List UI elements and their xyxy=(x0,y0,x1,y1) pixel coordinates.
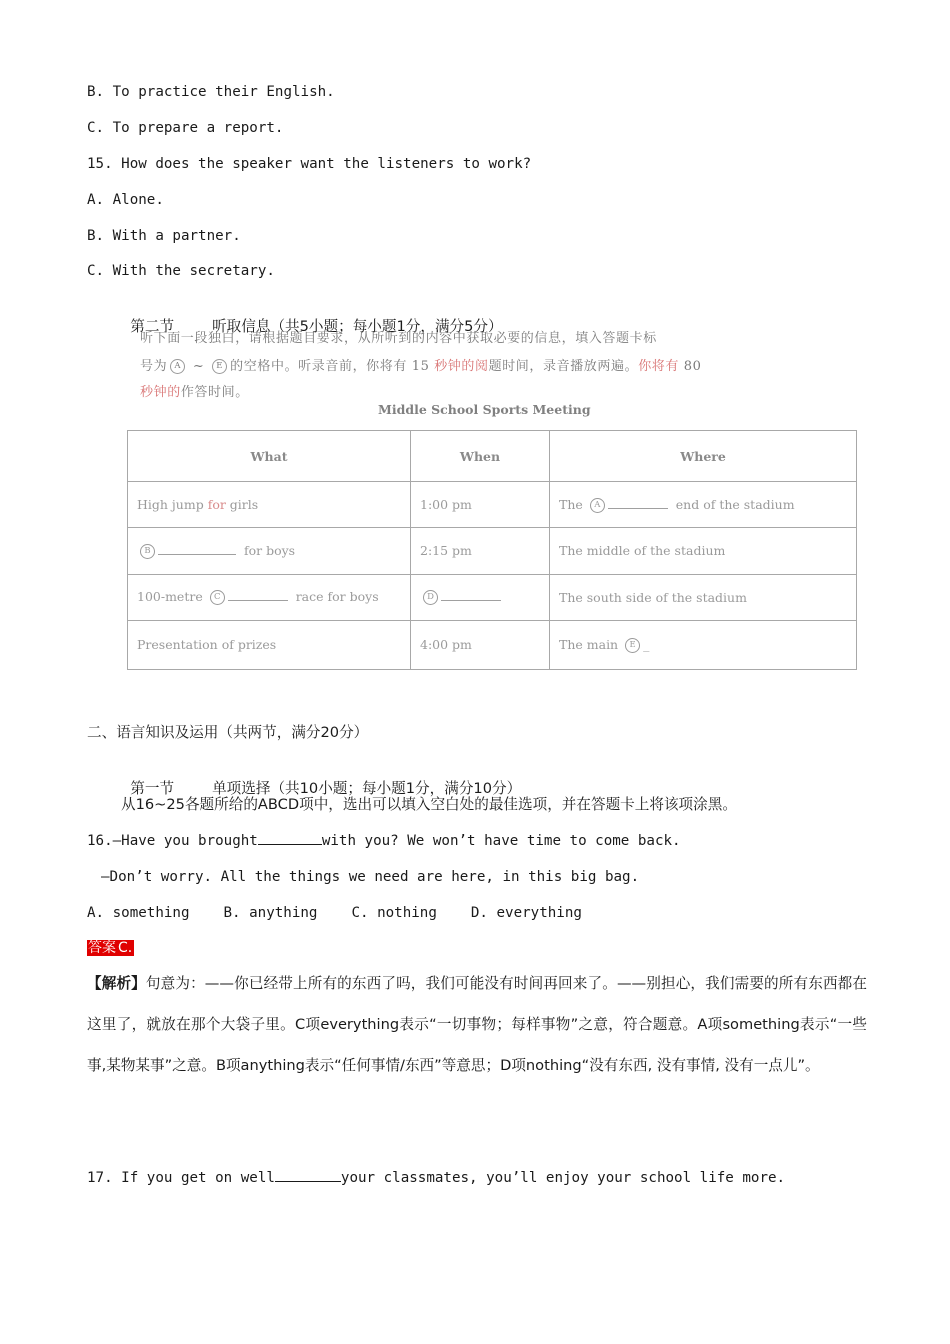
table-title: Middle School Sports Meeting xyxy=(378,402,591,417)
q16-option-c: C. nothing xyxy=(351,905,437,921)
answer-blank xyxy=(158,544,236,555)
q14-option-b: B. To practice their English. xyxy=(87,84,335,100)
q15-stem: 15. How does the speaker want the listeners to work? xyxy=(87,156,532,172)
cell-where: The A end of the stadium xyxy=(550,482,857,528)
answer-blank xyxy=(228,590,288,601)
table-row xyxy=(128,482,857,528)
answer-blank xyxy=(275,1168,341,1182)
q16-option-d: D. everything xyxy=(470,905,582,921)
header-where: Where xyxy=(550,431,857,482)
part2-heading: 二、语言知识及运用（共两节，满分20分） xyxy=(87,724,369,741)
circled-letter-b: B xyxy=(140,544,155,559)
analysis-label: 【解析】 xyxy=(87,975,146,992)
circled-letter-e: E xyxy=(625,638,640,653)
header-when: When xyxy=(411,431,550,482)
q15-option-b: B. With a partner. xyxy=(87,228,241,244)
table-row xyxy=(128,620,857,669)
q15-option-c: C. With the secretary. xyxy=(87,263,275,279)
circled-letter-c: C xyxy=(210,590,225,605)
cell-when: 2:15 pm xyxy=(411,528,550,574)
q16-reply: —Don’t worry. All the things we need are here, in this big bag. xyxy=(101,869,640,885)
q16-option-a: A. something xyxy=(87,905,190,921)
table-header-row xyxy=(128,431,857,482)
cell-where: The middle of the stadium xyxy=(550,528,857,574)
answer-label: 答案 xyxy=(88,940,116,956)
section1-title: 单项选择（共10小题；每小题1分，满分10分） xyxy=(212,780,522,797)
cell-what: High jump for girls xyxy=(128,482,411,528)
scan-instruction-line-2: 号为 A ~ E 的空格中。听录音前，你将有 15 秒钟的阅题时间，录音播放两遍。你将有 80 xyxy=(140,359,702,374)
cell-when: 1:00 pm xyxy=(411,482,550,528)
answer-blank xyxy=(441,590,501,601)
answer-blank xyxy=(258,831,322,845)
q16-analysis xyxy=(87,963,867,1086)
cell-what: 100-metre C race for boys xyxy=(128,574,411,620)
cell-where: The main E _ xyxy=(550,620,857,669)
section1-instructions: 从16~25各题所给的ABCD项中，选出可以填入空白处的最佳选项，并在答题卡上将该项涂黑。 xyxy=(121,796,737,813)
scan-instruction-line-3: 秒钟的作答时间。 xyxy=(140,385,249,400)
q16-options xyxy=(87,903,582,923)
cell-where: The south side of the stadium xyxy=(550,574,857,620)
section2-title: 听取信息（共5小题；每小题1分，满分5分） xyxy=(212,318,503,335)
cell-what: B for boys xyxy=(128,528,411,574)
section2-label: 第二节 xyxy=(130,318,175,335)
circled-letter-e: E xyxy=(212,359,227,374)
circled-letter-a: A xyxy=(590,498,605,513)
q14-option-c: C. To prepare a report. xyxy=(87,120,284,136)
analysis-text: 句意为：——你已经带上所有的东西了吗，我们可能没有时间再回来了。——别担心，我们需要的所有东西都在这里了，就放在那个大袋子里。C项everything表示“一切事物；每样事物”之意，符合题意。A项something表示“一些事,某物某事”之意。B项anything表示“任何事情/东西”等意思；D项nothing“没有东西, 没有事情, 没有一点儿”。 xyxy=(87,975,867,1074)
table-row xyxy=(128,574,857,620)
sports-meeting-table xyxy=(127,430,857,670)
section1-heading xyxy=(121,759,521,799)
circled-letter-d: D xyxy=(423,590,438,605)
answer-blank xyxy=(608,498,668,509)
circled-letter-a: A xyxy=(170,359,185,374)
cell-what: Presentation of prizes xyxy=(128,620,411,669)
q16-answer xyxy=(87,938,134,958)
header-what: What xyxy=(128,431,411,482)
scan-instruction-line-1: 听下面一段独白，请根据题目要求，从所听到的内容中获取必要的信息，填入答题卡标 xyxy=(140,331,657,346)
cell-when: 4:00 pm xyxy=(411,620,550,669)
answer-value: C. xyxy=(118,940,133,956)
q15-option-a: A. Alone. xyxy=(87,192,164,208)
cell-when xyxy=(411,574,550,620)
section1-label: 第一节 xyxy=(130,780,175,797)
q17-stem: 17. If you get on well your classmates, you’ll enjoy your school life more. xyxy=(87,1170,786,1186)
table-row xyxy=(128,528,857,574)
q16-option-b: B. anything xyxy=(223,905,318,921)
q16-stem: 16.—Have you brought with you? We won’t have time to come back. xyxy=(87,833,681,849)
